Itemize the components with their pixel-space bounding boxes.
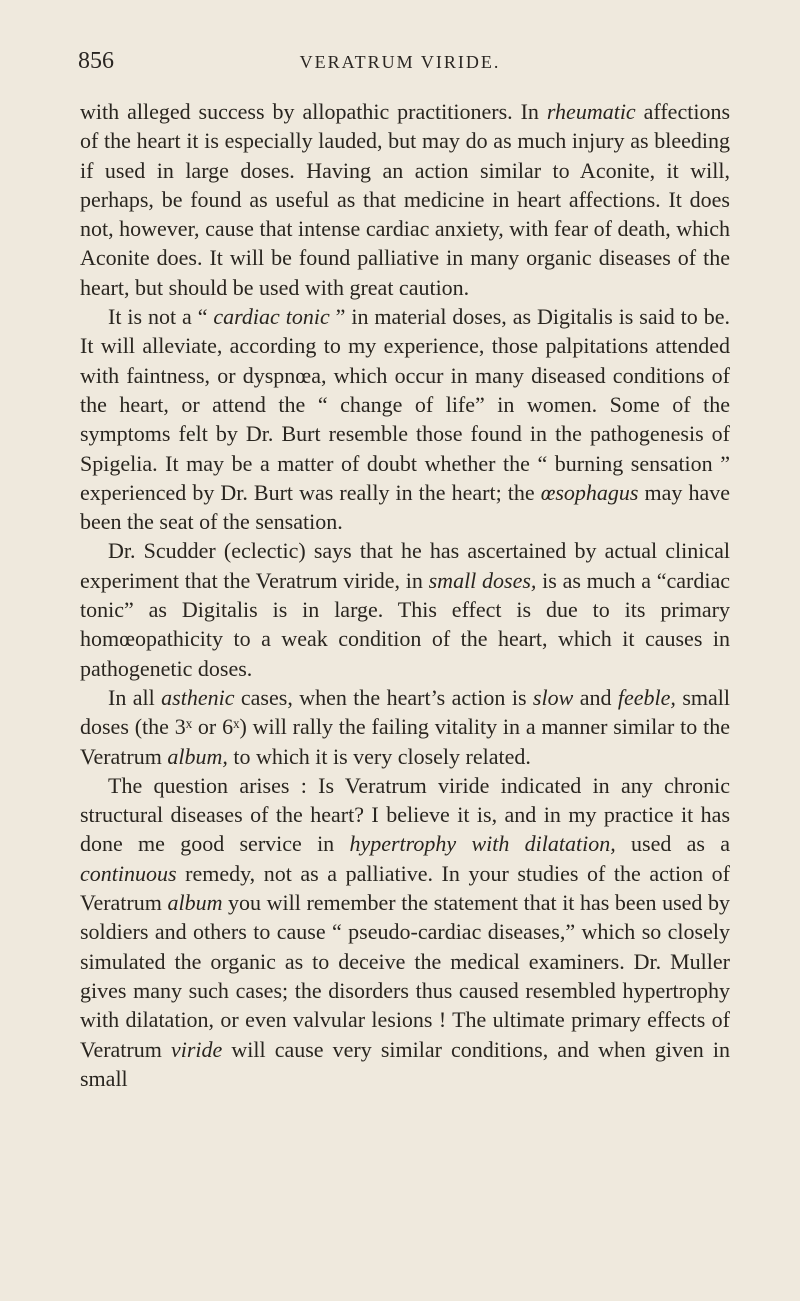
text-run: It is not a “	[108, 304, 214, 330]
text-run: small doses (the 3ˣ or 6ˣ) will rally the failing vitality in a manner similar to the Veratrum	[80, 684, 731, 769]
paragraph-3	[80, 536, 730, 682]
text-run: affections of the heart it is especially lauded, but may do as much injury as bleeding if used in large doses. Having an action similar to Aconite, it will, perhaps, be found as useful as that medicine in heart affections. It does not, however, cause that intense cardiac anxiety, with fear of death, which Aconite does. It will be found palliative in many organic diseases of the heart, but should be used with great caution.	[80, 99, 731, 300]
italic-run: slow	[532, 684, 574, 710]
text-run: ” in material doses, as Digitalis is said to be. It will alleviate, according to my experience, those palpitations attended with faintness, or dyspnœa, which occur in many diseased conditions of the heart, or attend the “ change of life” in women. Some of the symptoms felt by Dr. Burt resemble those found in the pathogenesis of Spigelia. It may be a matter of doubt whether the “ burning sensation ” experienced by Dr. Burt was really in the heart; the	[80, 304, 730, 505]
text-run: with alleged success by allopathic practitioners. In	[80, 99, 547, 124]
text-run: Dr. Scudder (eclectic) says that he has ascertained by actual clinical experiment that the Veratrum viride, in	[80, 538, 730, 593]
text-run: you will remember the statement that it has been used by soldiers and others to cause “ pseudo-cardiac diseases,” which so closely simulated the organic as to deceive the medical examiners. Dr. Muller gives many such cases; the disorders thus caused resembled hypertrophy with dilatation, or even valvular lesions ! The ultimate primary effects of Veratrum	[80, 890, 730, 1062]
running-head	[78, 48, 722, 88]
body-text	[80, 97, 730, 1093]
paragraph-4	[80, 683, 730, 771]
text-run: In all	[108, 684, 162, 710]
italic-run: asthenic	[161, 684, 235, 710]
paragraph-2	[80, 302, 730, 536]
text-run: cases, when the heart’s action is	[234, 684, 533, 710]
italic-run: œsophagus	[540, 479, 639, 505]
text-run: and	[573, 684, 618, 710]
italic-run: viride	[170, 1036, 223, 1062]
italic-run: album,	[167, 743, 228, 769]
italic-run: rheumatic	[546, 99, 636, 124]
text-run: The question arises : Is Veratrum viride indicated in any chronic structural diseases of the heart? I believe it is, and in my practice it has done me good service in	[80, 772, 730, 857]
italic-run: hypertrophy with dilatation,	[349, 831, 616, 857]
italic-run: continuous	[80, 860, 177, 886]
text-run: may have been the seat of the sensation.	[80, 479, 731, 535]
italic-run: small doses,	[428, 567, 537, 593]
paragraph-5	[80, 771, 730, 1093]
text-run: to which it is very closely related.	[227, 743, 531, 769]
italic-run: album	[167, 890, 223, 916]
text-run: will cause very similar conditions, and when given in small	[80, 1036, 730, 1091]
running-title: VERATRUM VIRIDE.	[299, 52, 501, 72]
text-run: used as a	[615, 831, 730, 857]
italic-run: cardiac tonic	[213, 304, 330, 330]
text-run: is as much a “cardiac tonic” as Digitalis is in large. This effect is due to its primary homœopathicity to a weak condition of the heart, which it causes in pathogenetic doses.	[80, 567, 730, 681]
page-number: 856	[78, 48, 114, 74]
italic-run: feeble,	[617, 684, 676, 710]
paragraph-1	[80, 97, 730, 302]
text-run: remedy, not as a palliative. In your studies of the action of Veratrum	[80, 860, 730, 916]
